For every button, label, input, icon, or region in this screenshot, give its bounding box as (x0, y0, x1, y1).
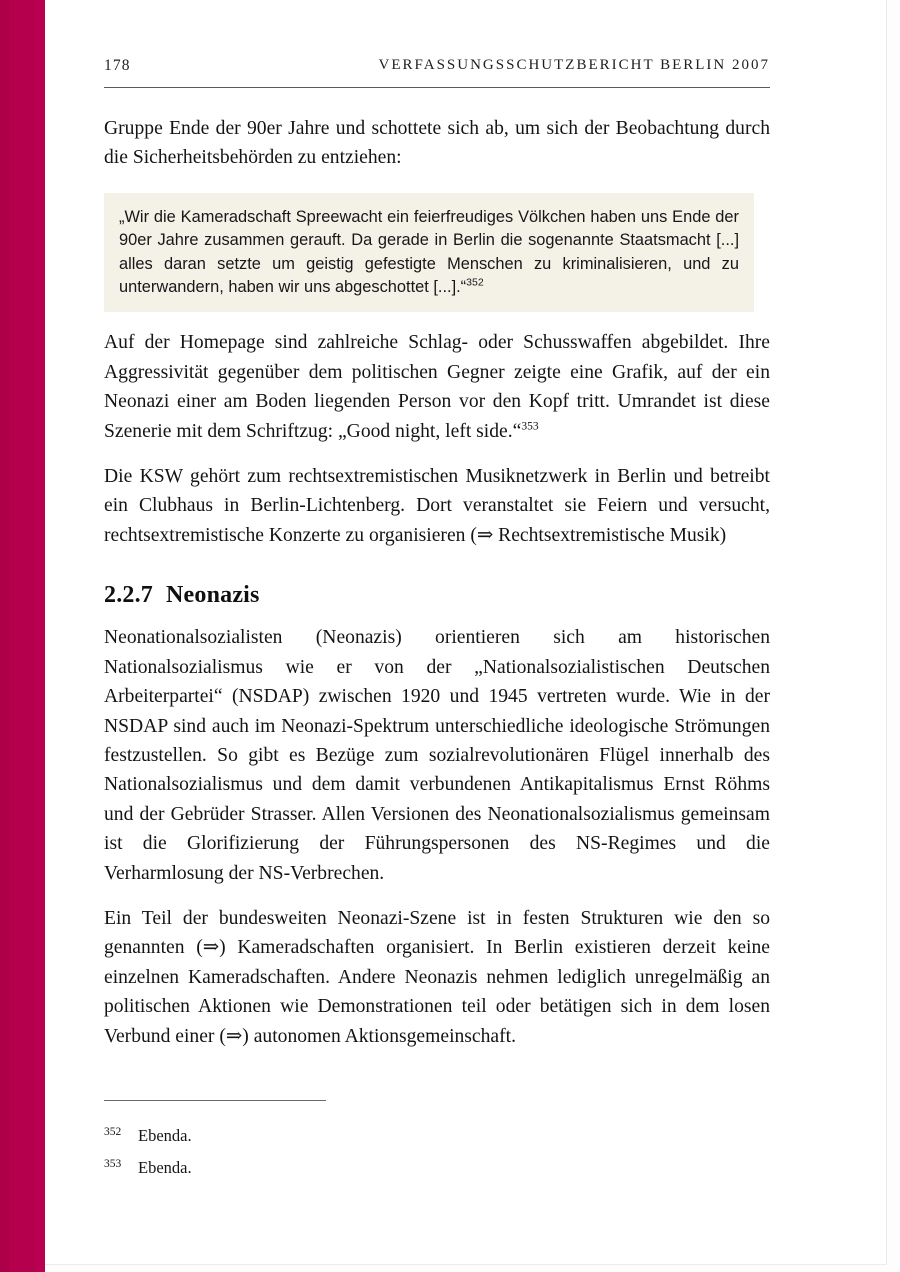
footnote-text: Ebenda. (138, 1158, 192, 1177)
paragraph-homepage (104, 328, 770, 446)
footnote-marker-352: 352 (466, 276, 484, 289)
crimson-spine-bar (0, 0, 45, 1272)
running-title: VERFASSUNGSSCHUTZBERICHT BERLIN 2007 (378, 57, 770, 73)
quotation-callout (104, 193, 754, 313)
footnote-separator-rule (104, 1100, 326, 1101)
spine-shade-left (0, 0, 9, 1272)
spine-shade-right (36, 0, 45, 1272)
footnote-area (104, 1100, 770, 1185)
section-number: 2.2.7 (104, 582, 153, 609)
page-number: 178 (104, 57, 131, 74)
text-column (104, 0, 770, 1051)
footnote-text: Ebenda. (138, 1126, 192, 1145)
running-header (104, 57, 770, 88)
paragraph-neonazi-structures: Ein Teil der bundesweiten Neonazi-Szene ist in festen Strukturen wie den so genannten (⇒) Kameradschaften organisiert. In Berlin existieren derzeit keine einzelnen Kameradschaften. Andere Neonazis nehmen lediglich unregelmäßig an politischen Aktionen wie Demonstrationen teil oder betätigen sich in dem losen Verbund einer (⇒) autonomen Aktionsgemeinschaft. (104, 907, 770, 1047)
section-heading (104, 582, 770, 609)
footnote-number: 353 (104, 1158, 122, 1170)
footnote-entry (104, 1153, 770, 1185)
quotation-body: „Wir die Kameradschaft Spreewacht ein feierfreudiges Völkchen haben uns Ende der 90er Jahre zusammen gerauft. Da gerade in Berlin die sogenannte Staatsmacht [...] alles daran setzte um geistig gefestigte Menschen zu kriminalisieren, und zu unterwandern, haben wir uns abgeschottet [...].“ (119, 207, 739, 297)
section-title: Neonazis (166, 582, 260, 609)
paragraph-homepage-text: Auf der Homepage sind zahlreiche Schlag- oder Schusswaffen abgebildet. Ihre Aggressivität gegenüber dem politischen Gegner zeigte eine Grafik, auf der ein Neonazi einer am Boden liegenden Person vor den Kopf tritt. Umrandet ist diese Szenerie mit dem Schriftzug: „Good night, left side.“ (104, 332, 770, 442)
footnote-entry (104, 1121, 770, 1153)
quotation-text (119, 206, 739, 300)
paragraph-continued: Gruppe Ende der 90er Jahre und schottete sich ab, um sich der Beobachtung durch die Sicherheitsbehörden zu entziehen: (104, 118, 770, 169)
paragraph-ksw: Die KSW gehört zum rechtsextremistischen Musiknetzwerk in Berlin und betreibt ein Clubhaus in Berlin-Lichtenberg. Dort veranstaltet sie Feiern und versucht, rechtsextremistische Konzerte zu organisieren (⇒ Rechtsextremistische Musik) (104, 466, 770, 546)
footnote-number: 352 (104, 1126, 122, 1138)
paragraph-neonazi-definition: Neonationalsozialisten (Neonazis) orientieren sich am historischen Nationalsozialismus wie er von der „Nationalsozialistischen Deutschen Arbeiterpartei“ (NSDAP) zwischen 1920 und 1945 vertreten wurde. Wie in der NSDAP sind auch im Neonazi-Spektrum unterschiedliche ideologische Strömungen festzustellen. So gibt es Bezüge zum sozialrevolutionären Flügel innerhalb des Nationalsozialismus und dem damit verbundenen Antikapitalismus Ernst Röhms und der Gebrüder Strasser. Allen Versionen des Neonationalsozialismus gemeinsam ist die Glorifizierung der Führungspersonen des NS-Regimes und die Verharmlosung der NS-Verbrechen. (104, 627, 770, 884)
footnote-marker-353: 353 (521, 420, 539, 433)
